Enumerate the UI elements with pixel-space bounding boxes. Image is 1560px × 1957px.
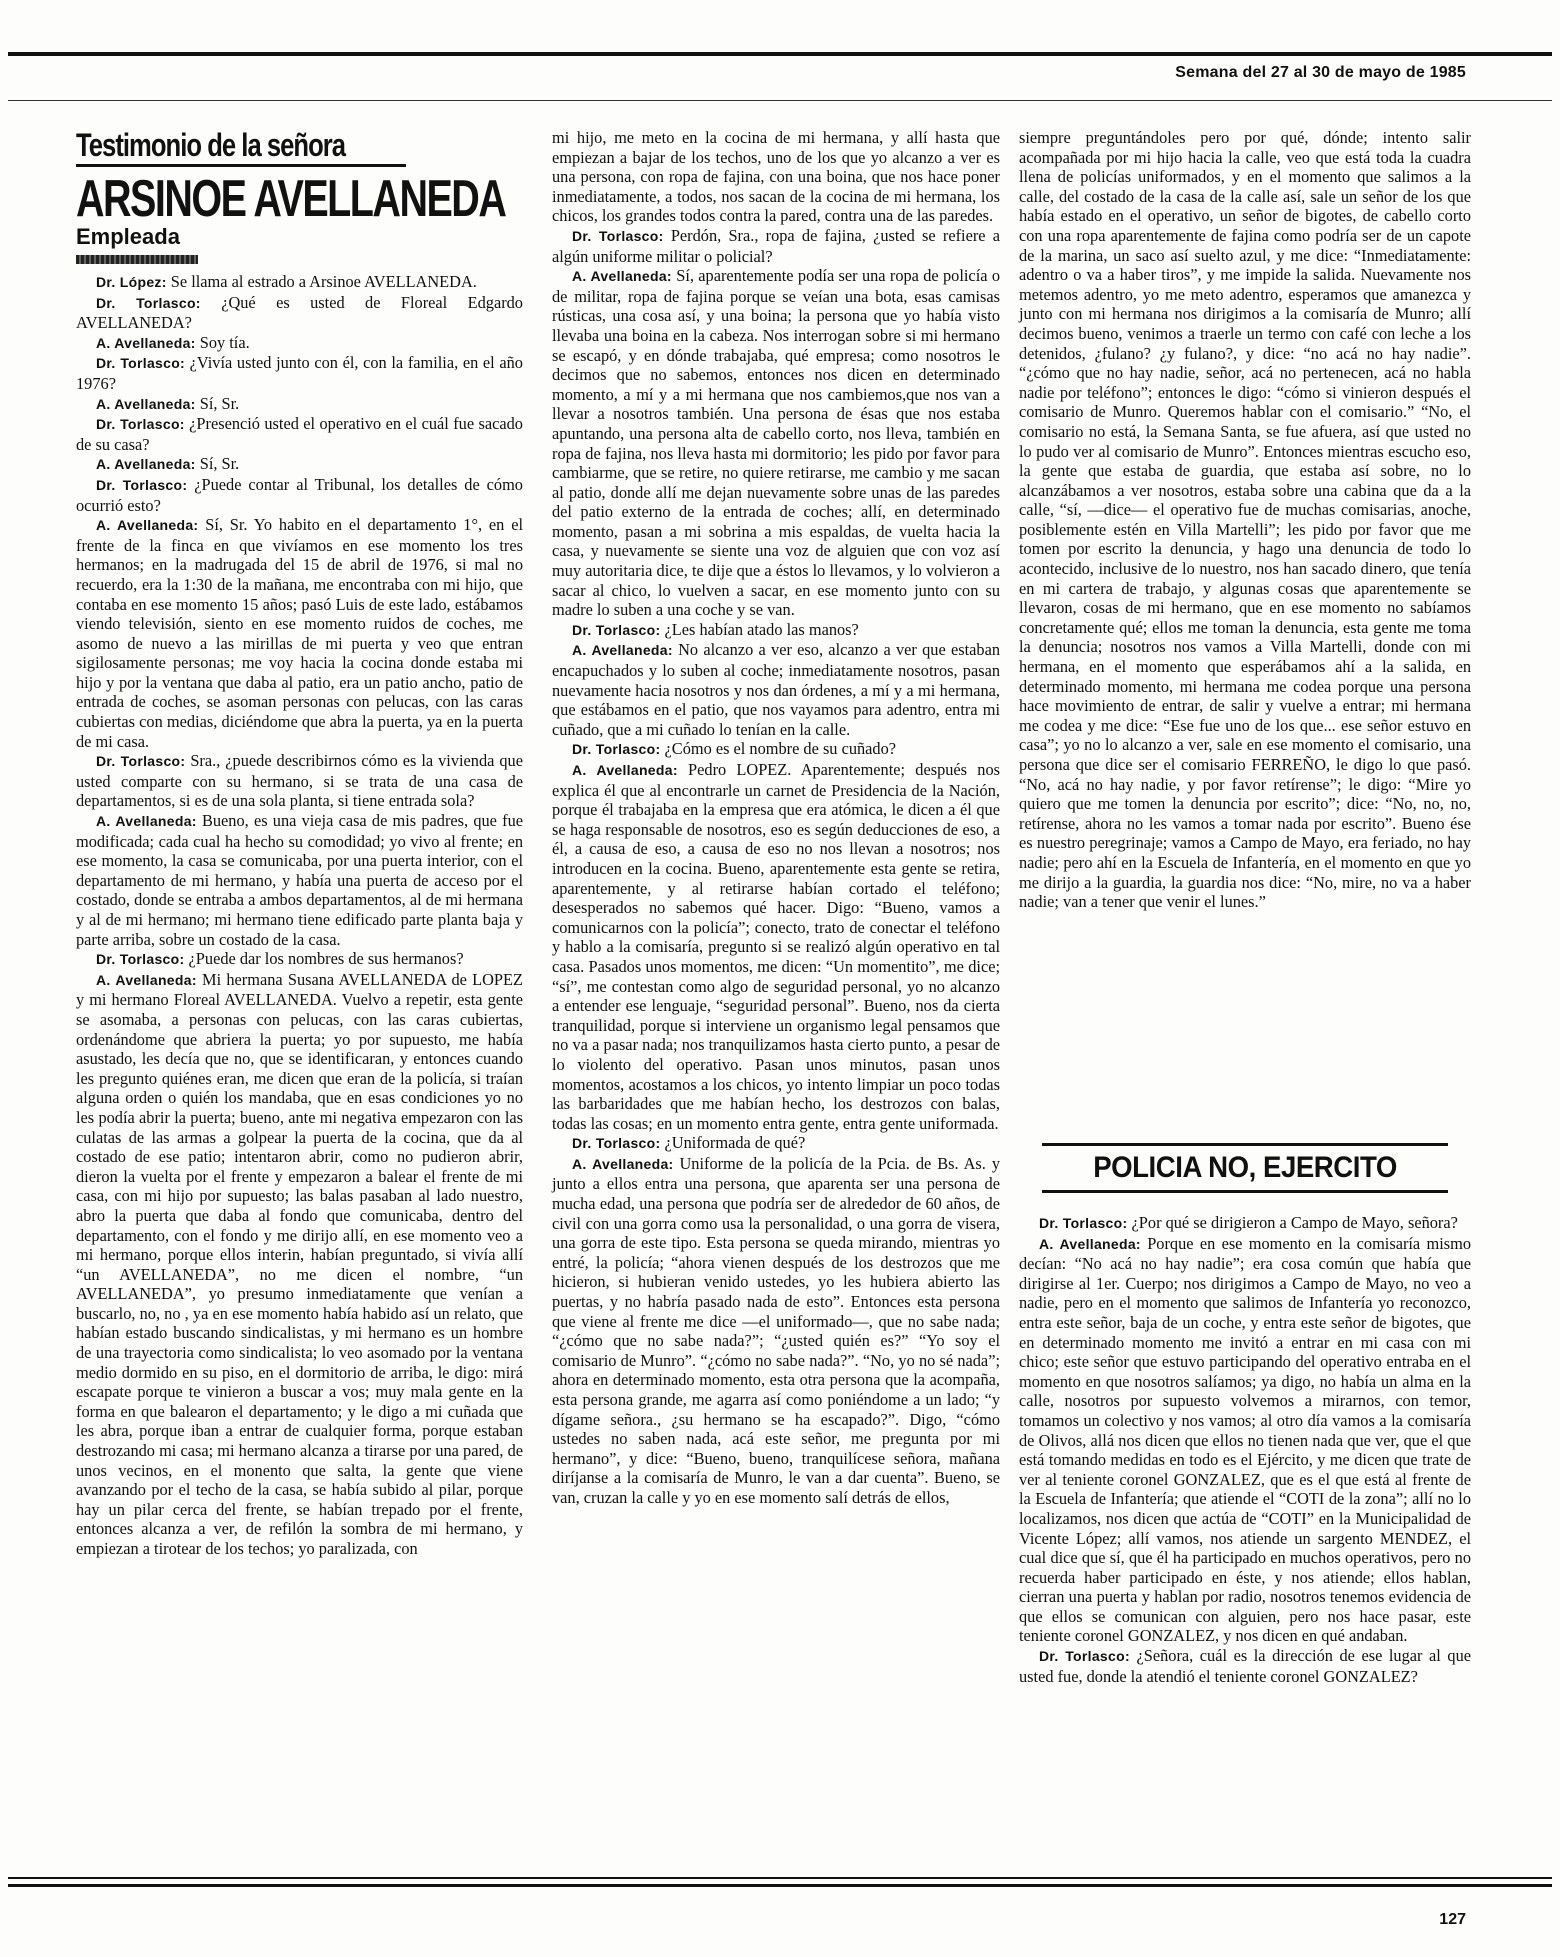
speaker-label: A. Avellaneda:	[572, 642, 673, 659]
speaker-label: Dr. Torlasco:	[572, 227, 664, 244]
header-date: Semana del 27 al 30 de mayo de 1985	[1175, 64, 1466, 81]
section-heading-box	[1042, 1143, 1448, 1193]
paragraph	[1019, 1646, 1471, 1686]
speaker-label: Dr. Torlasco:	[96, 951, 185, 968]
paragraph	[1019, 1213, 1471, 1234]
speaker-label: Dr. Torlasco:	[96, 476, 188, 493]
speaker-label: Dr. Torlasco:	[572, 1135, 661, 1152]
speaker-label: Dr. Torlasco:	[96, 416, 185, 433]
paragraph	[552, 739, 1000, 760]
paragraph-text: Sra., ¿puede describirnos cómo es la vivienda que usted comparte con su hermano, si se trata de una casa de departamentos, si es de una sola planta, si tiene entrada sola?	[76, 751, 523, 811]
speaker-label: Dr. Torlasco:	[96, 294, 201, 311]
paragraph	[76, 293, 523, 333]
paragraph-text: ¿Por qué se dirigieron a Campo de Mayo, señora?	[1131, 1213, 1458, 1232]
paragraph-text: Bueno, es una vieja casa de mis padres, que fue modificada; cada cual ha hecho su comodidad; yo vivo al frente; en ese momento, la casa se comunicaba, por una puerta interior, con el departamento de mi hermano, y había una puerta de acceso por el costado, donde se entraba a ambos departamentos, al de mi hermana y al de mi hermano; mi hermano tiene edificado parte planta baja y parte arriba, sobre un costado de la casa.	[76, 811, 523, 949]
paragraph-text: Sí, Sr.	[199, 454, 240, 474]
speaker-label: A. Avellaneda:	[572, 268, 672, 285]
paragraph	[76, 949, 523, 970]
paragraph	[76, 751, 523, 811]
top-rule	[8, 52, 1552, 56]
paragraph-text: ¿Cómo es el nombre de su cuñado?	[664, 739, 897, 759]
paragraph	[552, 266, 1000, 620]
speaker-label: Dr. Torlasco:	[572, 741, 661, 758]
speaker-label: A. Avellaneda:	[572, 1155, 674, 1172]
paragraph-text: ¿Puede dar los nombres de sus hermanos?	[188, 949, 464, 969]
speaker-label: A. Avellaneda:	[572, 762, 678, 778]
footer-rule	[8, 1877, 1552, 1879]
paragraph	[76, 394, 523, 415]
paragraph-text: No alcanzo a ver eso, alcanzo a ver que estaban encapuchados y lo suben al coche; inmediatamente nosotros, pasan nuevamente hacia nosotros y nos dan órdenes, a mí y a mi hermana, que estábamos en el patio, que nos vayamos para adentro, entra mi cuñado, que a mi cuñado lo tenían en la calle.	[552, 640, 1001, 739]
speaker-label: A. Avellaneda:	[96, 334, 196, 351]
speaker-label: Dr. Torlasco:	[1039, 1215, 1128, 1231]
text-column-2	[552, 128, 1000, 1508]
article-kicker: Testimonio de la señora	[76, 127, 346, 163]
paragraph-text: Sí, aparentemente podía ser una ropa de policía o de militar, ropa de fajina porque se veían una bota, esas camisas rústicas, una cosa así, y una boina; la persona que yo había visto llevaba una boina en la cabeza. Nos interrogan sobre si mi hermano se escapó, y en dónde trabajaba, qué empresa; como nosotros le decimos que no sabemos, entonces nos dicen en determinado momento, a mí y a mi hermana que nos cambiemos,que nos van a llevar a nosotros también. Una persona de ésas que nos estaba apuntando, una persona alta de cabello corto, nos lleva, también en ropa de fajina, nos lleva hasta mi dormitorio; les pido por favor para cambiarme, que se retire, no quiere retirarse, me cambio y me sacan al patio, donde allí me dejan nuevamente sobre unas de las paredes del patio externo de la entrada de coches; allí, en determinado momento, pasan a mi sobrina a mis espaldas, de vuelta hacia la casa, y nuevamente se siente una voz de alguien que con voz así muy autoritaria dice, te dije que a éstos lo llevamos, y lo volvieron a sacar al chico, lo vuelven a sacar, en ese momento junto con su madre lo suben a una coche y se van.	[552, 266, 1000, 620]
role-bar	[76, 255, 198, 264]
speaker-label: Dr. López:	[96, 274, 167, 290]
speaker-label: A. Avellaneda:	[96, 395, 196, 412]
paragraph	[552, 620, 1000, 641]
paragraph-text: ¿Uniformada de qué?	[664, 1133, 806, 1153]
speaker-label: A. Avellaneda:	[96, 813, 197, 830]
paragraph-text: siempre preguntándoles pero por qué, dónde; intento salir acompañada por mi hijo hacia la calle, veo que está toda la cuadra llena de policías uniformados, y en el momento que salimos a la calle, del costado de la casa de la calle así, sale un señor de los que había estado en el operativo, un señor de bigotes, de cabello corto con una ropa aparentemente de fajina como podría ser de un capote de la marina, un saco así suelto azul, y me dice: “Inmediatamente: adentro o va a haber tiros”, y me impide la salida. Nuevamente nos metemos adentro, yo me meto adentro, esperamos que amanezca y junto con mi hermana nos dirigimos a la comisaría de Munro; allí decimos bueno, venimos a traerle un termo con café con leche a los detenidos, ¿fulano? ¿y fulano?, y dice: “no acá no hay nadie”. “¿cómo que no hay nadie, señor, acá no pertenecen, acá no habla nadie por teléfono”; entonces le digo: “cómo si vinieron después el comisario de Munro. Queremos hablar con el comisario.” “No, el comisario no está, la Semana Santa, se fue afuera, así que usted no lo pudo ver al comisario de Munro”. Entonces mientras escucho eso, la gente que estaba de guardia, que estaba así sobre, no lo alcanzábamos a ver nosotros, estaba sobre una cabina que da a la calle, “sí, —dice— el operativo fue de muchas comisarias, anoche, posiblemente estén en Villa Martelli”; les pido por favor que me tomen por escrito la denuncia, y hago una denuncia de todo lo acontecido, inclusive de lo nuestro, nos han sacado dinero, que tenía en mi cartera de trabajo, y algunas cosas que aparentemente se llevaron, cosas de mi hermano, que en ese momento no sabíamos concretamente qué; ellos me toman la denuncia, esta gente me toma la denuncia; nosotros nos vamos a Villa Martelli, donde con mi hermana, en el momento que esperábamos ahí a la salida, en determinado momento, mi hermana me codea porque una persona hace movimiento de entrar, de salir y vuelve a entrar; mi hermana me codea y me dice: “Ese fue uno de los que... ese señor estuvo en casa”; yo no lo alcanzo a ver, sale en ese momento el comisario, una persona que dice ser el comisario FERREÑO, le digo lo que pasó. “No, acá no hay nadie, y por favor retírense”; le digo: “Mire yo quiero que me tomen la denuncia por escrito”; dice: “No, no, no, retírense, ahora no les vamos a tomar nada por escrito”. Bueno ése es nuestro peregrinaje; vamos a Campo de Mayo, era feriado, no hay nadie; pero ahí en la Escuela de Infantería, en el momento en que yo me dirijo a la guardia, la guardia nos dice: “No, mire, no va a haber nadie; van a tener que venir el lunes.”	[1019, 128, 1471, 912]
paragraph-text: Perdón, Sra., ropa de fajina, ¿usted se refiere a algún uniforme militar o policial?	[552, 225, 1000, 266]
paragraph	[76, 272, 523, 293]
speaker-label: Dr. Torlasco:	[572, 621, 661, 638]
article-name: ARSINOE AVELLANEDA	[76, 170, 506, 228]
paragraph	[552, 128, 1000, 226]
paragraph	[1019, 1234, 1471, 1646]
paragraph	[76, 333, 523, 354]
paragraph-text: ¿Qué es usted de Floreal Edgardo AVELLANEDA?	[76, 292, 523, 333]
paragraph-text: Sí, Sr.	[199, 393, 240, 413]
paragraph	[76, 353, 523, 393]
speaker-label: A. Avellaneda:	[96, 456, 196, 473]
paragraph-text: Sí, Sr. Yo habito en el departamento 1°, en el frente de la finca en que vivíamos en ese momento los tres hermanos; en la madrugada del 15 de abril de 1976, si mal no recuerdo, era la 1:30 de la mañana, me encontraba con mi hijo, que contaba en ese momento 15 años; pasó Luis de este lado, estábamos viendo televisión, siento en ese momento ruidos de coches, me asomo de nuevo a las mirillas de mi puerta y veo que entran sigilosamente personas; me voy hacia la cocina donde estaba mi hijo y por la ventana que daba al patio, era un patio ancho, patio de entrada de coches, se asoman personas con pelucas, con las caras cubiertas con medias, diciéndome que abra la puerta, ya en la puerta de mi casa.	[76, 515, 523, 751]
paragraph-text: Mi hermana Susana AVELLANEDA de LOPEZ y mi hermano Floreal AVELLANEDA. Vuelvo a repetir, esta gente se asomaba, a personas con pelucas, con las caras cubiertas, ordenándome que abriera la puerta; yo por supuesto, me había asustado, les decía que no, que se identificaran, y entonces cuando les pregunto quiénes eran, me dicen que eran de la policía, si traían alguna orden o quién los mandaba, que en esas condiciones yo no les podía abrir la puerta; bueno, ante mi negativa empezaron con las culatas de las armas a golpear la puerta de la cocina, que da al costado de ese patio; intentaron abrir, como no pudieron abrir, dieron la vuelta por el frente y empezaron a balear el frente de mi casa, con mi hijo por supuesto; las balas pasaban al lado nuestro, abro la puerta que daba al fondo que comunicaba, dentro del departamento, con el fondo y me dirijo allí, en ese momento veo a mi hermano, porque ellos interin, habían preguntado, si vivía allí “un AVELLANEDA”, no me dicen el nombre, “un AVELLANEDA”, yo presumo inmediatamente que venían a buscarlo, no, no , ya en ese momento había habido así un relato, que habían estado buscando sindicalistas, y mi hermano es un hombre de una trayectoria como sindicalista; lo veo asomado por la ventana medio dormido en su piso, en el dormitorio de arriba, le digo: mirá escapate porque te vinieron a buscar a vos; muy mala gente en la forma en que balearon el departamento; y le digo a mi cuñada que les abra, porque iban a entrar de cualquier forma, porque estaban destrozando mi casa; mi hermano alcanza a tirarse por una pared, de unos vecinos, en el monento que salta, la gente que viene avanzando por el techo de la casa, se había subido al pilar, porque hay un pilar cerca del frente, se habían trepado por el frente, entonces alcanza a ver, de refilón la sombra de mi hermano, y empiezan a tirotear de los techos; yo paralizada, con	[76, 969, 523, 1558]
paragraph-text: Se llama al estrado a Arsinoe AVELLANEDA.	[170, 272, 477, 291]
text-column-3	[1019, 128, 1471, 912]
paragraph	[1019, 128, 1471, 912]
article-title-block	[76, 128, 523, 264]
header-rule	[8, 100, 1552, 101]
paragraph-text: mi hijo, me meto en la cocina de mi hermana, y allí hasta que empiezan a bajar de los techos, uno de los que yo alcanzo a ver es una persona, con ropa de fajina, con una boina, que nos hace poner inmediatamente, a todos, nos sacan de la cocina de mi hermana, los chicos, los grandes todos contra la pared, contra una de las paredes.	[552, 128, 1000, 226]
paragraph	[76, 475, 523, 515]
footer-rule-thick	[8, 1884, 1552, 1887]
paragraph	[76, 515, 523, 751]
paragraph-text: Porque en ese momento en la comisaría mismo decían: “No acá no hay nadie”; era cosa común que había que dirigirse al 1er. Cuerpo; nos dirigimos a Campo de Mayo, no veo a nadie, pero en el momento que salimos de Infantería yo reconozco, entra este señor, baja de un coche, y entra este señor de bigotes, que en determinado momento me invitó a entrar en mi casa con mi chico; este señor que estuvo participando del operativo entraba en el momento en que nosotros salíamos; ya digo, no había un alma en la calle, nosotros por supuesto volvemos a mirarnos, con temor, tomamos un colectivo y nos vamos; al otro día vamos a la comisaría de Olivos, allá nos dicen que ellos no tienen nada que ver, que el que está tomando medidas en todo es el Ejército, y me dicen que trate de ver al teniente coronel GONZALEZ, que es el que está al frente de la Escuela de Infantería; que atiende el “COTI de la zona”; allí no lo localizamos, nos dicen que actúa de “COTI” en la Municipalidad de Vicente López; allí vamos, nos atiende un sargento MENDEZ, el cual dice que sí, que él ha participado en muchos operativos, pero no recuerda haber participado en éste, y nos atiende; ellos hablan, cierran una puerta y hablan por radio, nosotros tenemos evidencia de que ellos se comunican con alguien, pero nos hace pasar, este teniente coronel GONZALEZ, y nos dicen en qué andaban.	[1019, 1233, 1472, 1646]
paragraph-text: ¿Vivía usted junto con él, con la familia, en el año 1976?	[76, 353, 523, 393]
paragraph-text: Pedro LOPEZ. Aparentemente; después nos explica él que al encontrarle un carnet de Presidencia de la Nación, porque él trabajaba en la empresa que era atómica, le dicen a él que se haga responsable de nosotros, eso es según deducciones de eso, a él, a causa de eso, a causa de eso no nos llevan a nosotros; nos introducen en la cocina. Bueno, aparentemente esta gente se retira, aparentemente, y al retirarse habían cortado el teléfono; desesperados no sabemos qué hacer. Digo: “Bueno, vamos a comunicarnos con la policía”; conecto, trato de conectar el teléfono y hablo a la comisaría, pregunto si se realizó algún operativo en tal casa. Pasados unos momentos, me dicen: “Un momentito”, me dice; “sí”, me contestan como algo de seguridad personal, yo no alcanzo a entender ese lenguaje, “seguridad personal”. Bueno, nos da cierta tranquilidad, porque si interviene un organismo legal pensamos que no va a pasar nada; nos tranquilizamos hasta cierto punto, a pesar de lo violento del operativo. Pasan unos minutos, pasan unos momentos, acostamos a los chicos, yo intento limpiar un poco todas las barbaridades que me habían hecho, los destrozos con balas, todas las cosas; en un momento entra gente, entra gente uniformada.	[552, 760, 1000, 1133]
paragraph-text: ¿Puede contar al Tribunal, los detalles de cómo ocurrió esto?	[76, 474, 523, 515]
page-number: 127	[1439, 1911, 1466, 1928]
paragraph	[76, 414, 523, 454]
paragraph	[552, 760, 1000, 1133]
paragraph	[76, 454, 523, 475]
text-column-3-lower	[1019, 1213, 1471, 1686]
article-role: Empleada	[76, 224, 180, 249]
paragraph	[552, 640, 1000, 739]
paragraph-text: Uniforme de la policía de la Pcia. de Bs. As. y junto a ellos entra una persona, que aparenta ser una persona de mucha edad, una persona que podría ser de alrededor de 60 años, de civil con una gorra como usa la personalidad, o una gorra de visera, una gorra de este tipo. Esta persona se queda mirando, mientras yo entré, la policía; “ahora vienen después de los destrozos que me hicieron, si hubieran venido ustedes, yo les hubiera abierto las puertas, y no habría pasado nada de esto”. Entonces esta persona que viene al frente me dice —el uniformado—, que no sabe nada; “¿cómo que no sabe nada?”; “¿usted quién es?” “Yo soy el comisario de Munro”. “¿cómo no sabe nada?”. “No, yo no sé nada”; ahora en determinado momento, esta otra persona que la acompaña, esta persona grande, me agarra así como poniéndome a un lado; “y dígame señora., ¿su hermano se ha escapado?”. Digo, “cómo ustedes no saben nada, acá este señor, me pregunta por mi hermano”, y dice: “Bueno, bueno, tranquilícese señora, mañana diríjanse a la comisaría de Munro, le van a dar cuenta”. Bueno, se van, cruzan la calle y yo en ese momento salí detrás de ellos,	[552, 1153, 1001, 1507]
speaker-label: A. Avellaneda:	[96, 517, 199, 534]
paragraph	[552, 1133, 1000, 1154]
speaker-label: A. Avellaneda:	[1039, 1235, 1141, 1252]
paragraph	[76, 811, 523, 949]
speaker-label: A. Avellaneda:	[96, 971, 197, 988]
paragraph-text: Soy tía.	[199, 332, 250, 352]
speaker-label: Dr. Torlasco:	[1039, 1648, 1130, 1665]
paragraph	[552, 1154, 1000, 1508]
paragraph	[552, 226, 1000, 266]
speaker-label: Dr. Torlasco:	[96, 753, 186, 770]
paragraph-text: ¿Les habían atado las manos?	[664, 619, 859, 639]
paragraph-text: ¿Presenció usted el operativo en el cuál fue sacado de su casa?	[76, 414, 523, 454]
paragraph-text: ¿Señora, cuál es la dirección de ese lugar al que usted fue, donde la atendió el teniente coronel GONZALEZ?	[1019, 1646, 1471, 1686]
section-title: POLICIA NO, EJERCITO	[1093, 1151, 1397, 1184]
paragraph	[76, 970, 523, 1559]
text-column-1	[76, 272, 523, 1559]
speaker-label: Dr. Torlasco:	[96, 355, 186, 372]
